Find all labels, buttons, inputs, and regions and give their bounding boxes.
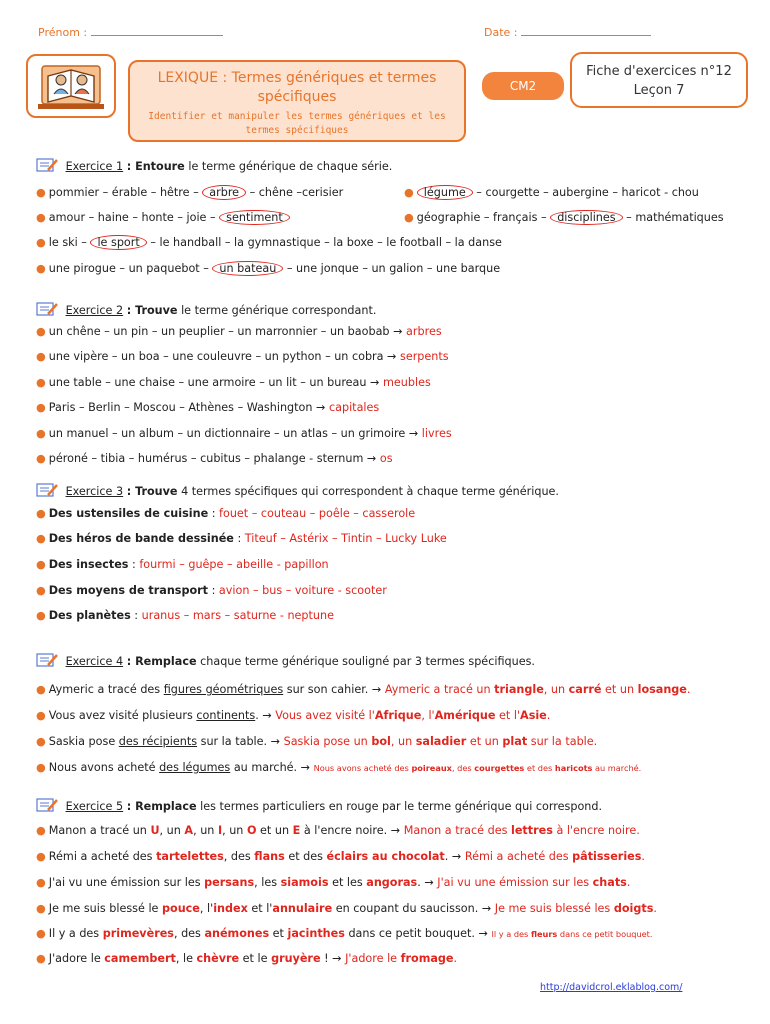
ex4-line1: ● Aymeric a tracé des figures géométriques sur son cahier. → Aymeric a tracé un triangle, un carré et un losange. [36, 683, 691, 696]
ex1-row1a: ● pommier – érable – hêtre – arbre – chêne –cerisier [36, 186, 344, 199]
level-badge: CM2 [482, 72, 564, 100]
ex1-instruction: le terme générique de chaque série. [188, 160, 393, 173]
prenom-field[interactable] [38, 26, 223, 39]
fiche-number: Fiche d'exercices n°12 [586, 64, 732, 79]
ex1-circled-answer[interactable]: arbre [202, 185, 246, 200]
ex4-line3: ● Saskia pose des récipients sur la table. → Saskia pose un bol, un saladier et un plat sur la table. [36, 735, 598, 748]
lecon-number: Leçon 7 [633, 83, 685, 98]
ex4-instruction: chaque terme générique souligné par 3 termes spécifiques. [200, 655, 535, 668]
ex3-answer: fouet – couteau – poêle – casserole [219, 507, 416, 520]
ex1-circled-answer[interactable]: le sport [90, 235, 146, 250]
ex2-answer: meubles [383, 376, 431, 389]
ex5-heading: Exercice 5 : Remplace les termes particuliers en rouge par le terme générique qui correspond. [36, 797, 602, 813]
ex5-line6: ● J'adore le camembert, le chèvre et le gruyère ! → J'adore le fromage. [36, 952, 458, 965]
ex4-generic-term: figures géométriques [163, 683, 284, 696]
ex1-verb: Entoure [135, 160, 185, 173]
ex2-answer: serpents [400, 350, 449, 363]
ex2-title: Exercice 2 [65, 304, 124, 317]
ex4-line2: ● Vous avez visité plusieurs continents. → Vous avez visité l'Afrique, l'Amérique et l'Asie. [36, 709, 551, 722]
pencil-paper-icon [36, 797, 58, 813]
pencil-paper-icon [36, 482, 58, 498]
ex2-item: ● Paris – Berlin – Moscou – Athènes – Washington → capitales [36, 401, 380, 414]
ex1-row4: ● une pirogue – un paquebot – un bateau – une jonque – un galion – une barque [36, 262, 501, 275]
ex2-item: ● un manuel – un album – un dictionnaire – un atlas – un grimoire → livres [36, 427, 452, 440]
date-line [521, 26, 651, 36]
ex3-category: Des planètes [48, 609, 131, 622]
fiche-box [570, 52, 748, 108]
pencil-paper-icon [36, 301, 58, 317]
ex1-text: pommier – érable – hêtre – [48, 186, 199, 199]
ex3-verb: Trouve [135, 485, 178, 498]
ex2-item: ● péroné – tibia – humérus – cubitus – phalange - sternum → os [36, 452, 393, 465]
ex1-row2b: ● géographie – français – disciplines – mathématiques [404, 211, 724, 224]
prenom-line [91, 26, 223, 36]
ex2-item: ● une table – une chaise – une armoire – un lit – un bureau → meubles [36, 376, 431, 389]
prenom-label: Prénom : [38, 26, 88, 39]
ex2-heading: Exercice 2 : Trouve le terme générique correspondant. [36, 301, 376, 317]
ex4-line4: ● Nous avons acheté des légumes au marché. → Nous avons acheté des poireaux, des courgettes et des haricots au marché. [36, 761, 642, 774]
ex4-generic-term: continents [196, 709, 256, 722]
ex3-item: ● Des moyens de transport : avion – bus – voiture - scooter [36, 584, 387, 597]
ex1-title: Exercice 1 [65, 160, 124, 173]
ex1-text: – mathématiques [626, 211, 724, 224]
ex3-answer: fourmi – guêpe – abeille - papillon [139, 558, 329, 571]
ex5-line4: ● Je me suis blessé le pouce, l'index et l'annulaire en coupant du saucisson. → Je me suis blessé les doigts. [36, 902, 657, 915]
header-fields [38, 26, 678, 42]
ex3-item: ● Des planètes : uranus – mars – saturne - neptune [36, 609, 334, 622]
pencil-paper-icon [36, 652, 58, 668]
ex3-item: ● Des héros de bande dessinée : Titeuf – Astérix – Tintin – Lucky Luke [36, 532, 447, 545]
ex3-heading: Exercice 3 : Trouve 4 termes spécifiques qui correspondent à chaque terme générique. [36, 482, 559, 498]
ex1-text: – courgette – aubergine – haricot - chou [476, 186, 699, 199]
ex2-answer: livres [421, 427, 452, 440]
ex5-line5: ● Il y a des primevères, des anémones et jacinthes dans ce petit bouquet. → Il y a des fleurs dans ce petit bouquet. [36, 927, 653, 940]
ex2-answer: os [379, 452, 393, 465]
ex3-category: Des ustensiles de cuisine [48, 507, 209, 520]
ex2-question: péroné – tibia – humérus – cubitus – phalange - sternum → [48, 452, 377, 465]
ex5-line1: ● Manon a tracé un U, un A, un I, un O et un E à l'encre noire. → Manon a tracé des lettres à l'encre noire. [36, 824, 640, 837]
ex1-circled-answer[interactable]: un bateau [212, 261, 283, 276]
ex3-instruction: 4 termes spécifiques qui correspondent à chaque terme générique. [181, 485, 559, 498]
ex4-title: Exercice 4 [65, 655, 124, 668]
ex2-instruction: le terme générique correspondant. [181, 304, 377, 317]
ex1-text: – chêne –cerisier [249, 186, 344, 199]
ex3-category: Des moyens de transport [48, 584, 209, 597]
ex2-question: un chêne – un pin – un peuplier – un marronnier – un baobab → [48, 325, 403, 338]
ex4-generic-term: des récipients [118, 735, 198, 748]
ex2-question: Paris – Berlin – Moscou – Athènes – Washington → [48, 401, 326, 414]
page-subtitle: Identifier et manipuler les termes génériques et les termes spécifiques [148, 111, 446, 136]
ex2-question: une table – une chaise – une armoire – un lit – un bureau → [48, 376, 380, 389]
ex3-category: Des insectes [48, 558, 129, 571]
logo-box [26, 54, 116, 118]
ex2-verb: Trouve [135, 304, 178, 317]
ex2-item: ● une vipère – un boa – une couleuvre – un python – un cobra → serpents [36, 350, 449, 363]
ex3-category: Des héros de bande dessinée [48, 532, 234, 545]
ex1-text: amour – haine – honte – joie – [48, 211, 216, 224]
ex3-answer: uranus – mars – saturne - neptune [141, 609, 334, 622]
ex2-question: un manuel – un album – un dictionnaire – un atlas – un grimoire → [48, 427, 419, 440]
date-label: Date : [484, 26, 518, 39]
ex2-question: une vipère – un boa – une couleuvre – un python – un cobra → [48, 350, 397, 363]
ex1-row1b: ● légume – courgette – aubergine – haricot - chou [404, 186, 699, 199]
ex3-item: ● Des ustensiles de cuisine : fouet – couteau – poêle – casserole [36, 507, 416, 520]
ex1-circled-answer[interactable]: disciplines [550, 210, 622, 225]
ex5-line3: ● J'ai vu une émission sur les persans, les siamois et les angoras. → J'ai vu une émission sur les chats. [36, 876, 631, 889]
ex5-title: Exercice 5 [65, 800, 124, 813]
footer-link[interactable]: http://davidcrol.eklablog.com/ [540, 982, 683, 993]
ex1-row3: ● le ski – le sport – le handball – la gymnastique – la boxe – le football – la danse [36, 236, 502, 249]
ex1-heading: Exercice 1 : Entoure le terme générique de chaque série. [36, 157, 392, 173]
ex3-item: ● Des insectes : fourmi – guêpe – abeille - papillon [36, 558, 329, 571]
page-title: LEXIQUE : Termes génériques et termes spécifiques [157, 70, 437, 105]
ex1-text: une pirogue – un paquebot – [48, 262, 209, 275]
ex5-verb: Remplace [135, 800, 197, 813]
ex1-text: – une jonque – un galion – une barque [286, 262, 501, 275]
ex4-heading: Exercice 4 : Remplace chaque terme générique souligné par 3 termes spécifiques. [36, 652, 535, 668]
ex3-answer: Titeuf – Astérix – Tintin – Lucky Luke [244, 532, 447, 545]
ex3-answer: avion – bus – voiture - scooter [218, 584, 387, 597]
ex1-row2a: ● amour – haine – honte – joie – sentiment [36, 211, 290, 224]
ex1-text: le ski – [48, 236, 87, 249]
ex1-circled-answer[interactable]: sentiment [219, 210, 290, 225]
ex1-text: – le handball – la gymnastique – la boxe – le football – la danse [150, 236, 502, 249]
ex2-item: ● un chêne – un pin – un peuplier – un marronnier – un baobab → arbres [36, 325, 442, 338]
ex4-generic-term: des légumes [159, 761, 231, 774]
title-box [128, 60, 466, 142]
ex1-text: géographie – français – [416, 211, 547, 224]
pencil-paper-icon [36, 157, 58, 173]
ex4-verb: Remplace [135, 655, 197, 668]
ex1-circled-answer[interactable]: légume [417, 185, 473, 200]
ex5-instruction: les termes particuliers en rouge par le terme générique qui correspond. [200, 800, 603, 813]
ex5-line2: ● Rémi a acheté des tartelettes, des flans et des éclairs au chocolat. → Rémi a acheté des pâtisseries. [36, 850, 645, 863]
ex3-title: Exercice 3 [65, 485, 124, 498]
ex2-answer: arbres [406, 325, 442, 338]
date-field[interactable] [484, 26, 651, 39]
ex2-answer: capitales [328, 401, 380, 414]
book-reading-icon [28, 56, 114, 116]
